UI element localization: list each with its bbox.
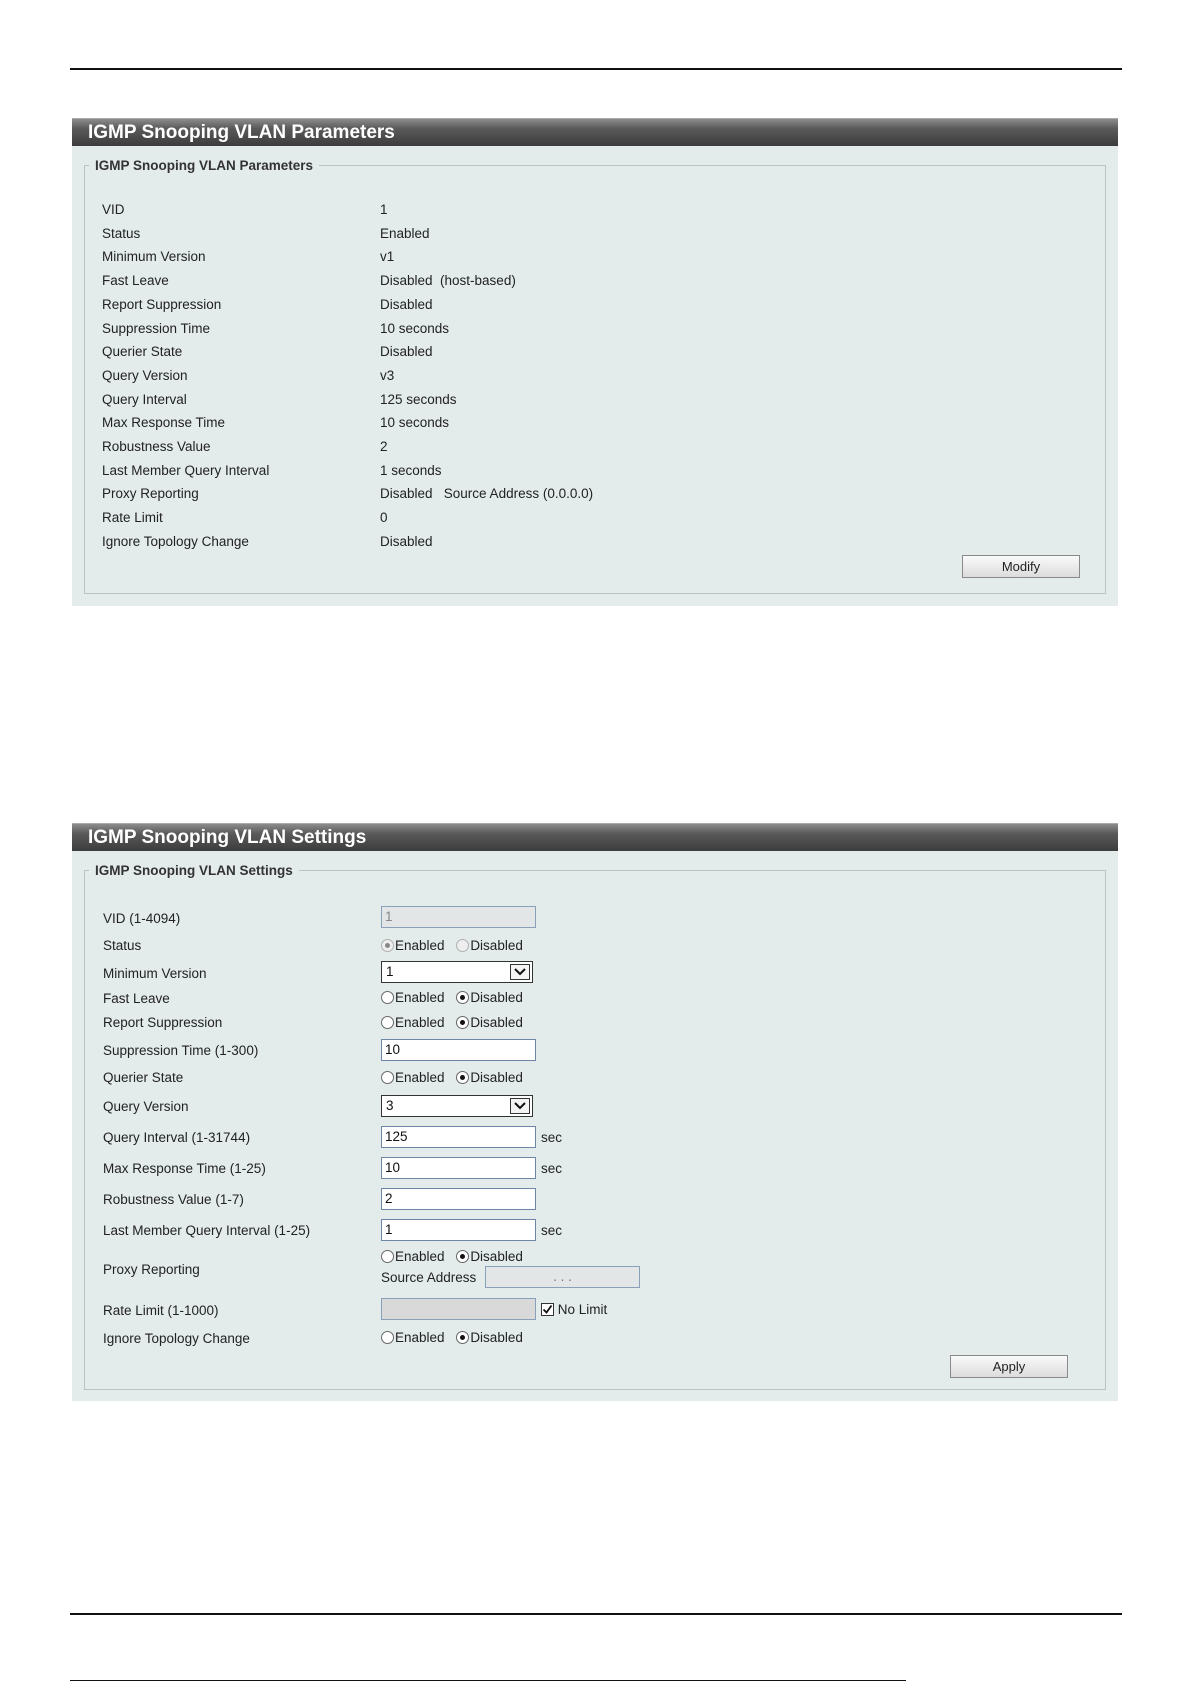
no-limit-checkbox[interactable] [541,1303,554,1316]
fast-leave-radio-group [381,990,531,1005]
param-label: Robustness Value [102,439,211,454]
fast-leave-enabled-label: Enabled [395,990,445,1005]
param-value: 2 [380,439,388,454]
param-value: 0 [380,510,388,525]
status-enabled-radio[interactable] [381,939,394,952]
param-value: Disabled [380,297,433,312]
param-label: Minimum Version [102,249,206,264]
footer-rule [70,1613,1122,1615]
ignore-topology-disabled-radio[interactable] [456,1331,469,1344]
param-value: Disabled [380,534,433,549]
min-version-value: 1 [386,964,394,979]
param-label: Rate Limit [102,510,163,525]
param-value: 125 seconds [380,392,457,407]
querier-state-enabled-radio[interactable] [381,1071,394,1084]
last-member-unit: sec [541,1223,563,1238]
query-version-value: 3 [386,1098,394,1113]
ignore-topology-enabled-label: Enabled [395,1330,445,1345]
source-address-input[interactable]: . . . [485,1266,640,1288]
param-label: Query Version [102,368,188,383]
status-enabled-label: Enabled [395,938,445,953]
param-label: Status [102,226,141,241]
source-address-label: Source Address [381,1270,477,1285]
querier-state-label: Querier State [103,1070,184,1085]
report-suppression-disabled-label: Disabled [470,1015,523,1030]
suppression-time-input[interactable]: 10 [381,1039,536,1061]
proxy-reporting-radio-group [381,1249,531,1264]
param-value: v1 [380,249,395,264]
proxy-reporting-enabled-radio[interactable] [381,1250,394,1263]
last-member-input[interactable]: 1 [381,1219,536,1241]
report-suppression-radio-group [381,1015,531,1030]
param-value: 1 [380,202,388,217]
no-limit-group [541,1302,607,1317]
params-fieldset [84,158,1106,594]
footnote-rule [70,1680,906,1681]
querier-state-disabled-label: Disabled [470,1070,523,1085]
query-interval-input[interactable]: 125 [381,1126,536,1148]
status-radio-group [381,938,531,953]
status-disabled-radio[interactable] [456,939,469,952]
rate-limit-label: Rate Limit (1-1000) [103,1303,219,1318]
param-value: v3 [380,368,395,383]
param-label: Last Member Query Interval [102,463,270,478]
max-response-unit: sec [541,1161,563,1176]
querier-state-enabled-label: Enabled [395,1070,445,1085]
last-member-label: Last Member Query Interval (1-25) [103,1223,311,1238]
modify-button[interactable]: Modify [962,555,1080,578]
min-version-select[interactable] [381,961,533,983]
ignore-topology-label: Ignore Topology Change [103,1331,250,1346]
params-panel [72,118,1118,606]
proxy-reporting-enabled-label: Enabled [395,1249,445,1264]
query-interval-unit: sec [541,1130,563,1145]
param-label: Ignore Topology Change [102,534,249,549]
settings-panel-title: IGMP Snooping VLAN Settings [72,823,1118,851]
report-suppression-enabled-radio[interactable] [381,1016,394,1029]
apply-button[interactable]: Apply [950,1355,1068,1378]
querier-state-disabled-radio[interactable] [456,1071,469,1084]
vid-label: VID (1-4094) [103,911,181,926]
params-panel-title: IGMP Snooping VLAN Parameters [72,118,1118,146]
proxy-reporting-label: Proxy Reporting [103,1262,200,1277]
chevron-down-icon[interactable] [510,964,530,980]
min-version-label: Minimum Version [103,966,207,981]
proxy-reporting-disabled-label: Disabled [470,1249,523,1264]
report-suppression-disabled-radio[interactable] [456,1016,469,1029]
max-response-input[interactable]: 10 [381,1157,536,1179]
ignore-topology-radio-group [381,1330,531,1345]
param-value: Disabled (host-based) [380,273,516,288]
param-value: Disabled Source Address (0.0.0.0) [380,486,594,501]
robustness-label: Robustness Value (1-7) [103,1192,244,1207]
chevron-down-icon[interactable] [510,1098,530,1114]
suppression-time-label: Suppression Time (1-300) [103,1043,259,1058]
param-label: Max Response Time [102,415,226,430]
query-version-label: Query Version [103,1099,189,1114]
param-label: Querier State [102,344,183,359]
proxy-reporting-disabled-radio[interactable] [456,1250,469,1263]
report-suppression-enabled-label: Enabled [395,1015,445,1030]
fast-leave-label: Fast Leave [103,991,170,1006]
report-suppression-label: Report Suppression [103,1015,223,1030]
param-label: Report Suppression [102,297,222,312]
ignore-topology-disabled-label: Disabled [470,1330,523,1345]
settings-legend: IGMP Snooping VLAN Settings [95,863,293,878]
param-value: Disabled [380,344,433,359]
param-label: Proxy Reporting [102,486,199,501]
param-value: Enabled [380,226,430,241]
no-limit-label: No Limit [557,1302,608,1317]
param-label: Suppression Time [102,321,211,336]
header-rule [70,68,1122,70]
fast-leave-disabled-radio[interactable] [456,991,469,1004]
param-label: Query Interval [102,392,187,407]
robustness-input[interactable]: 2 [381,1188,536,1210]
param-label: VID [102,202,125,217]
param-label: Fast Leave [102,273,169,288]
param-value: 10 seconds [380,321,450,336]
fast-leave-enabled-radio[interactable] [381,991,394,1004]
rate-limit-input[interactable] [381,1298,536,1320]
fast-leave-disabled-label: Disabled [470,990,523,1005]
ignore-topology-enabled-radio[interactable] [381,1331,394,1344]
param-value: 10 seconds [380,415,450,430]
query-version-select[interactable] [381,1095,533,1117]
status-label: Status [103,938,142,953]
param-value: 1 seconds [380,463,442,478]
status-disabled-label: Disabled [470,938,523,953]
vid-input[interactable]: 1 [381,906,536,928]
params-legend: IGMP Snooping VLAN Parameters [95,158,314,173]
check-icon [542,1304,553,1315]
settings-panel [72,823,1118,1401]
querier-state-radio-group [381,1070,531,1085]
query-interval-label: Query Interval (1-31744) [103,1130,251,1145]
max-response-label: Max Response Time (1-25) [103,1161,266,1176]
